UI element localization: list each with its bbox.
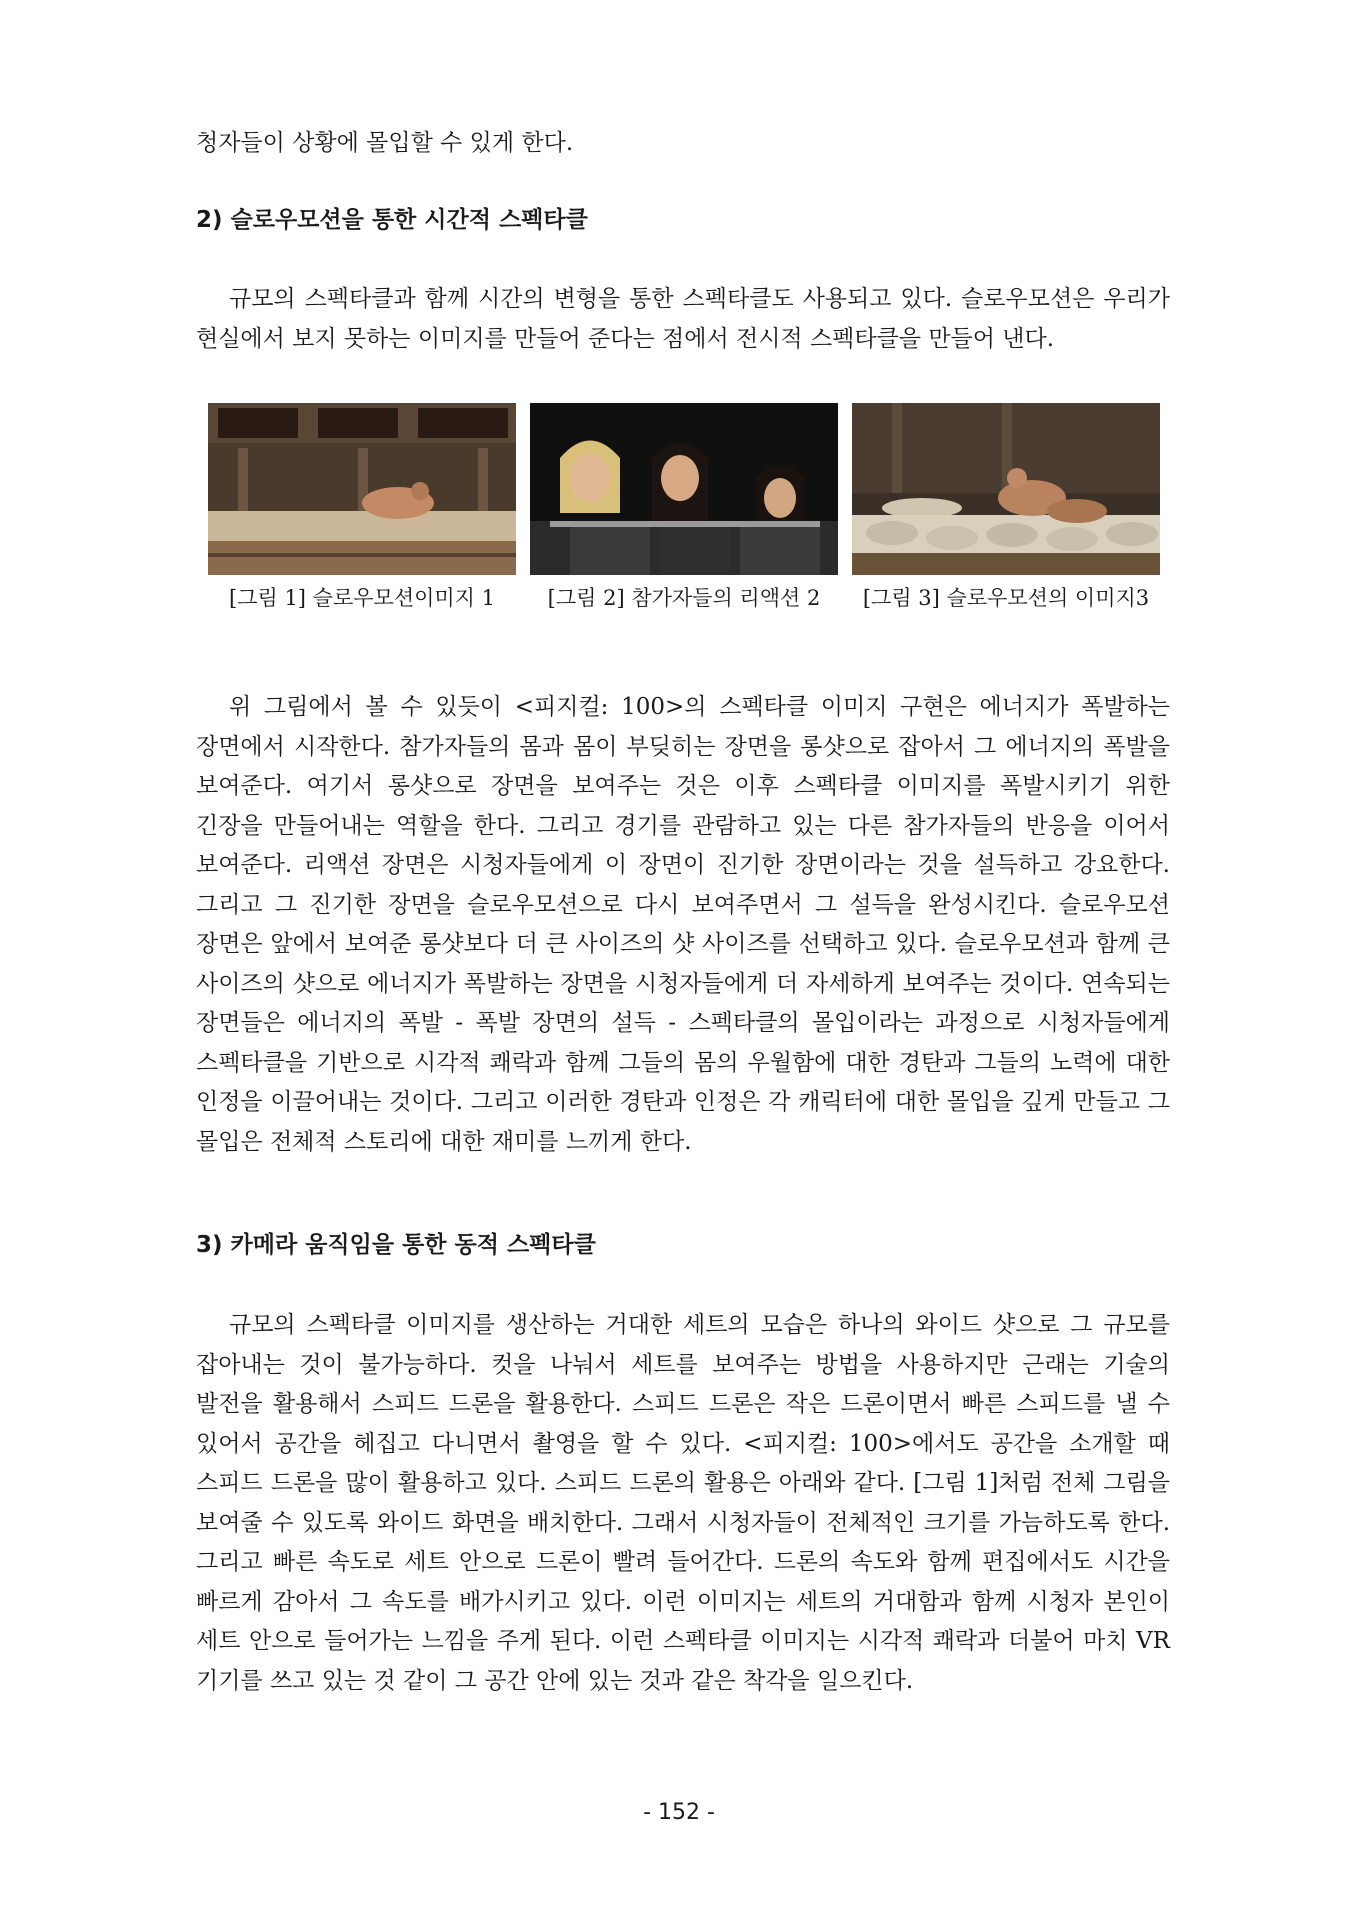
- figure-1-caption: [그림 1] 슬로우모션이미지 1: [229, 586, 495, 610]
- analysis-paragraph: 위 그림에서 볼 수 있듯이 <피지컬: 100>의 스펙타클 이미지 구현은 에너지가 폭발하는 장면에서 시작한다. 참가자들의 몸과 몸이 부딪히는 장면을 롱샷으로 잡아서 그 에너지의 폭발을 보여준다. 여기서 롱샷으로 장면을 보여주는 것은 이후 스펙타클 이미지를 폭발시키기 위한 긴장을 만들어내는 역할을 한다. 그리고 경기를 관람하고 있는 다른 참가자들의 반응을 이어서 보여준다. 리액션 장면은 시청자들에게 이 장면이 진기한 장면이라는 것을 설득하고 강요한다. 그리고 그 진기한 장면을 슬로우모션으로 다시 보여주면서 그 설득을 완성시킨다. 슬로우모션 장면은 앞에서 보여준 롱샷보다 더 큰 사이즈의 샷 사이즈를 선택하고 있다. 슬로우모션과 함께 큰 사이즈의 샷으로 에너지가 폭발하는 장면을 시청자들에게 더 자세하게 보여주는 것이다. 연속되는 장면들은 에너지의 폭발 - 폭발 장면의 설득 - 스펙타클의 몰입이라는 과정으로 시청자들에게 스펙타클을 기반으로 시각적 쾌락과 함께 그들의 몸의 우월함에 대한 경탄과 그들의 노력에 대한 인정을 이끌어내는 것이다. 그리고 이러한 경탄과 인정은 각 캐릭터에 대한 몰입을 깊게 만들고 그 몰입은 전체적 스토리에 대한 재미를 느끼게 한다.: [196, 694, 1171, 1155]
- slowmotion-paragraph: 규모의 스펙타클과 함께 시간의 변형을 통한 스펙타클도 사용되고 있다. 슬로우모션은 우리가 현실에서 보지 못하는 이미지를 만들어 준다는 점에서 전시적 스펙타클을 만들어 낸다.: [196, 286, 1170, 352]
- figure-3-image: [852, 403, 1160, 575]
- section-heading-camera: 3) 카메라 움직임을 통한 동적 스펙타클: [196, 1232, 596, 1258]
- figure-2-caption: [그림 2] 참가자들의 리액션 2: [547, 586, 821, 610]
- figure-3-caption: [그림 3] 슬로우모션의 이미지3: [862, 586, 1150, 610]
- drone-paragraph: 규모의 스펙타클 이미지를 생산하는 거대한 세트의 모습은 하나의 와이드 샷으로 그 규모를 잡아내는 것이 불가능하다. 컷을 나눠서 세트를 보여주는 방법을 사용하지만 근래는 기술의 발전을 활용해서 스피드 드론을 활용한다. 스피드 드론은 작은 드론이면서 빠른 스피드를 낼 수 있어서 공간을 헤집고 다니면서 촬영을 할 수 있다. <피지컬: 100>에서도 공간을 소개할 때 스피드 드론을 많이 활용하고 있다. 스피드 드론의 활용은 아래와 같다. [그림 1]처럼 전체 그림을 보여줄 수 있도록 와이드 화면을 배치한다. 그래서 시청자들이 전체적인 크기를 가늠하도록 한다. 그리고 빠른 속도로 세트 안으로 드론이 빨려 들어간다. 드론의 속도와 함께 편집에서도 시간을 빠르게 감아서 그 속도를 배가시키고 있다. 이런 이미지는 세트의 거대함과 함께 시청자 본인이 세트 안으로 들어가는 느낌을 주게 된다. 이런 스펙타클 이미지는 시각적 쾌락과 더불어 마치 VR 기기를 쓰고 있는 것 같이 그 공간 안에 있는 것과 같은 착각을 일으킨다.: [196, 1312, 1170, 1694]
- intro-tail-text: 청자들이 상황에 몰입할 수 있게 한다.: [196, 130, 574, 156]
- figure-2-image: [530, 403, 838, 575]
- page-number: - 152 -: [643, 1800, 715, 1825]
- figure-1-image: [208, 403, 516, 575]
- section-heading-slowmotion: 2) 슬로우모션을 통한 시간적 스펙타클: [196, 207, 588, 233]
